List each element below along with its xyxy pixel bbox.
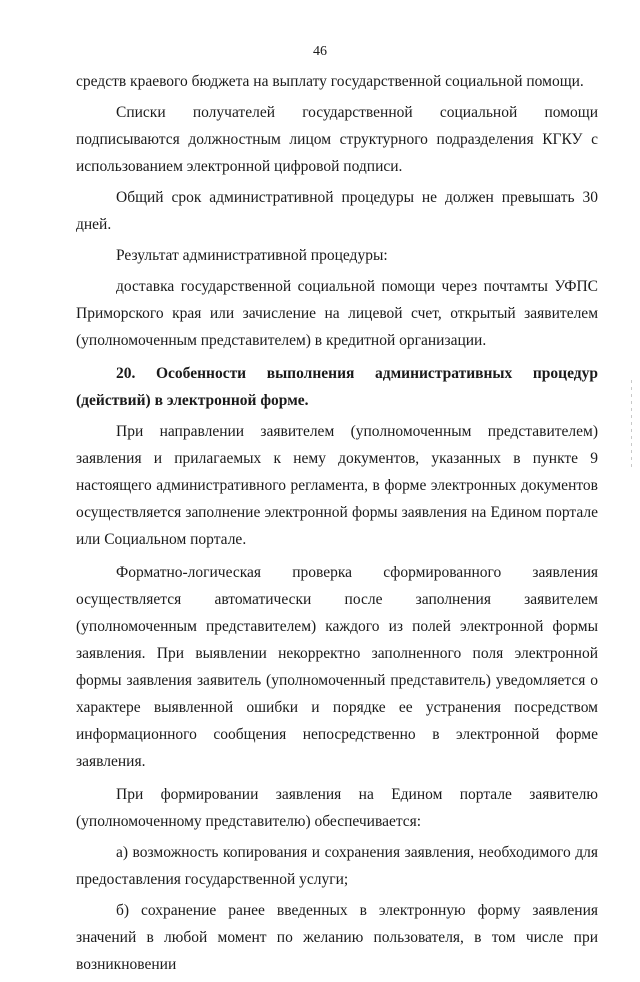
paragraph-procedure-term: Общий срок административной процедуры не должен превышать 30 дней.: [76, 189, 598, 233]
paragraph-signature-lists: Списки получателей государственной социальной помощи подписываются должностным лицом структурного подразделения КГКУ с использованием электронной цифровой подписи.: [76, 104, 598, 175]
scan-edge-mark: [631, 380, 632, 470]
paragraph-format-check: Форматно-логическая проверка сформированного заявления осуществляется автоматически после заполнения заявителем (уполномоченным представителем) каждого из полей электронной формы заявления. При выявлении некорректно заполненного поля электронной формы заявления заявитель (уполномоченный представитель) уведомляется о характере выявленной ошибки и порядке ее устранения посредством информационного сообщения непосредственно в электронной форме заявления.: [76, 564, 598, 770]
paragraph-result-delivery: доставка государственной социальной помощи через почтамты УФПС Приморского края или зачисление на лицевой счет, открытый заявителем (уполномоченным представителем) в кредитной организации.: [76, 278, 598, 349]
paragraph-continuation: средств краевого бюджета на выплату государственной социальной помощи.: [76, 73, 584, 90]
list-item-a: а) возможность копирования и сохранения заявления, необходимого для предоставления государственной услуги;: [76, 844, 598, 888]
paragraph-result-heading: Результат административной процедуры:: [116, 247, 388, 264]
section-heading-20: 20. Особенности выполнения административных процедур (действий) в электронной форме.: [76, 365, 598, 409]
document-body: [76, 68, 598, 982]
paragraph-portal-provisions: При формировании заявления на Едином портале заявителю (уполномоченному представителю) обеспечивается:: [76, 786, 598, 830]
page-number: 46: [313, 44, 327, 59]
list-item-b: б) сохранение ранее введенных в электронную форму заявления значений в любой момент по желанию пользователя, в том числе при возникновении: [76, 902, 598, 973]
paragraph-electronic-submission: При направлении заявителем (уполномоченным представителем) заявления и прилагаемых к нему документов, указанных в пункте 9 настоящего административного регламента, в форме электронных документов осуществляется заполнение электронной формы заявления на Едином портале или Социальном портале.: [76, 423, 598, 548]
